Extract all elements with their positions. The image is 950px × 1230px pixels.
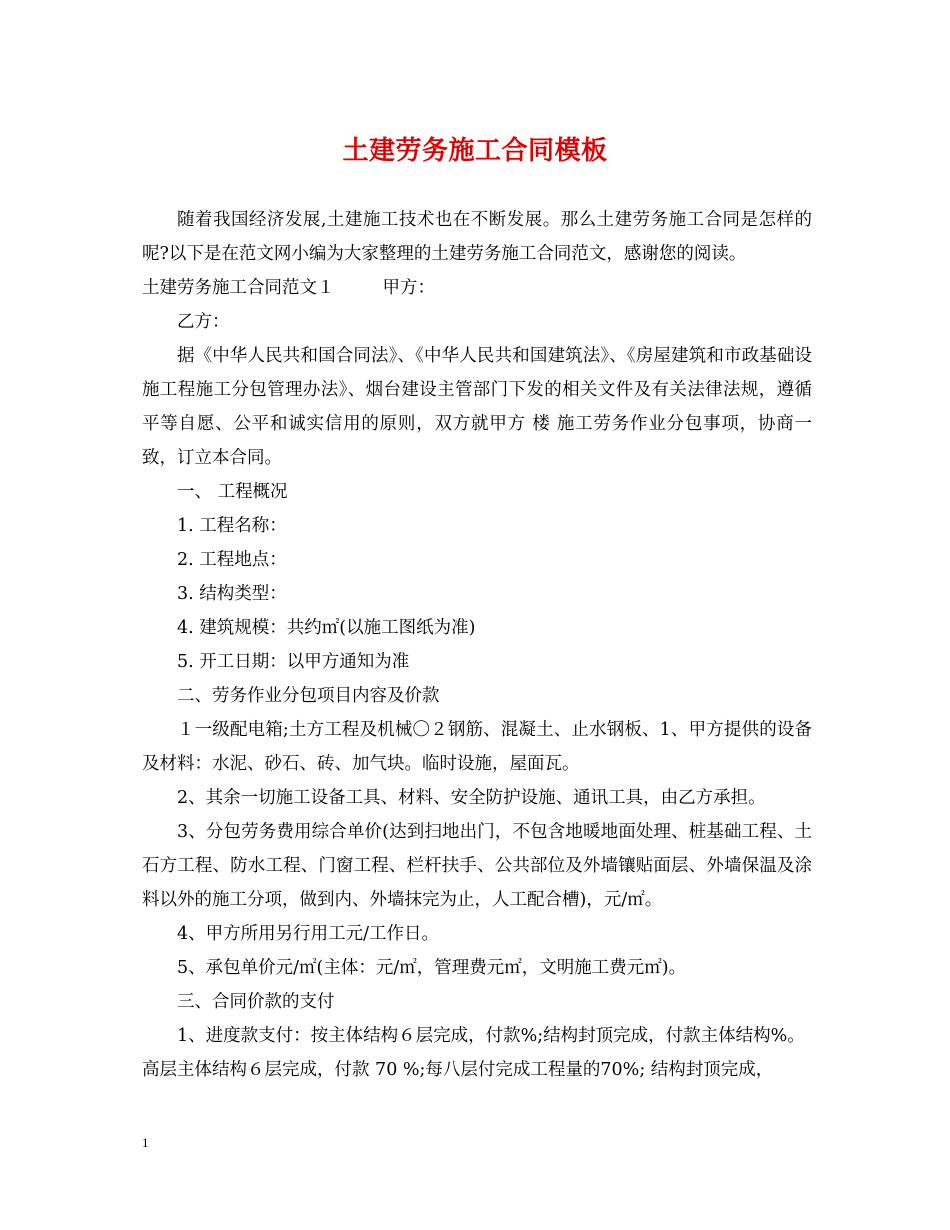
- section-3-paragraph-2: 高层主体结构６层完成，付款 70 %;每八层付完成工程量的70%; 结构封顶完成，: [142, 1060, 774, 1080]
- building-scale-item: 4. 建筑规模：共约㎡(以施工图纸为准): [177, 618, 476, 638]
- section-2-paragraph-2: 2、其余一切施工设备工具、材料、安全防护设施、通讯工具，由乙方承担。: [177, 788, 766, 808]
- basis-paragraph: 据《中华人民共和国合同法》、《中华人民共和国建筑法》、《房屋建筑和市政基础设施工程施工分包管理办法》、烟台建设主管部门下发的相关文件及有关法律法规，遵循平等自愿、公平和诚实信用的原则，双方就甲方 楼 施工劳务作业分包事项，协商一致，订立本合同。: [142, 346, 812, 468]
- section-2-paragraph-3: 3、分包劳务费用综合单价(达到扫地出门，不包含地暖地面处理、桩基础工程、土石方工程、防水工程、门窗工程、栏杆扶手、公共部位及外墙镶贴面层、外墙保温及涂料以外的施工分项，做到内、外墙抹完为止，人工配合槽)，元/㎡。: [142, 822, 812, 910]
- intro-paragraph: 随着我国经济发展,土建施工技术也在不断发展。那么土建劳务施工合同是怎样的呢?以下是在范文网小编为大家整理的土建劳务施工合同范文，感谢您的阅读。: [142, 210, 812, 264]
- start-date-item: 5. 开工日期：以甲方通知为准: [177, 652, 410, 672]
- section-3-title: 三、合同价款的支付: [177, 992, 335, 1012]
- party-b-label: 乙方：: [177, 312, 230, 332]
- document-title: 土建劳务施工合同模板: [342, 136, 608, 166]
- section-2-paragraph-1: １一级配电箱;土方工程及机械〇２钢筋、混凝土、止水钢板、1、甲方提供的设备及材料：水泥、砂石、砖、加气块。临时设施，屋面瓦。: [142, 720, 812, 774]
- project-location-item: 2. 工程地点：: [177, 550, 287, 570]
- section-2-paragraph-5: 5、承包单价元/㎡(主体：元/㎡，管理费元㎡，文明施工费元㎡)。: [177, 958, 687, 978]
- sample-heading: 土建劳务施工合同范文１: [142, 278, 335, 298]
- section-2-title: 二、劳务作业分包项目内容及价款: [177, 686, 440, 706]
- section-2-paragraph-4: 4、甲方所用另行用工元/工作日。: [177, 924, 440, 944]
- document-body: [142, 203, 812, 1087]
- page-number: 1: [142, 1135, 149, 1150]
- sample-heading-line: [142, 271, 812, 305]
- section-3-paragraph-1: 1、进度款支付：按主体结构６层完成，付款%;结构封顶完成，付款主体结构%。: [177, 1026, 805, 1046]
- structure-type-item: 3. 结构类型：: [177, 584, 287, 604]
- party-a-label: 甲方：: [382, 278, 435, 298]
- section-1-title: 一、 工程概况: [177, 482, 288, 502]
- project-name-item: 1. 工程名称：: [177, 516, 287, 536]
